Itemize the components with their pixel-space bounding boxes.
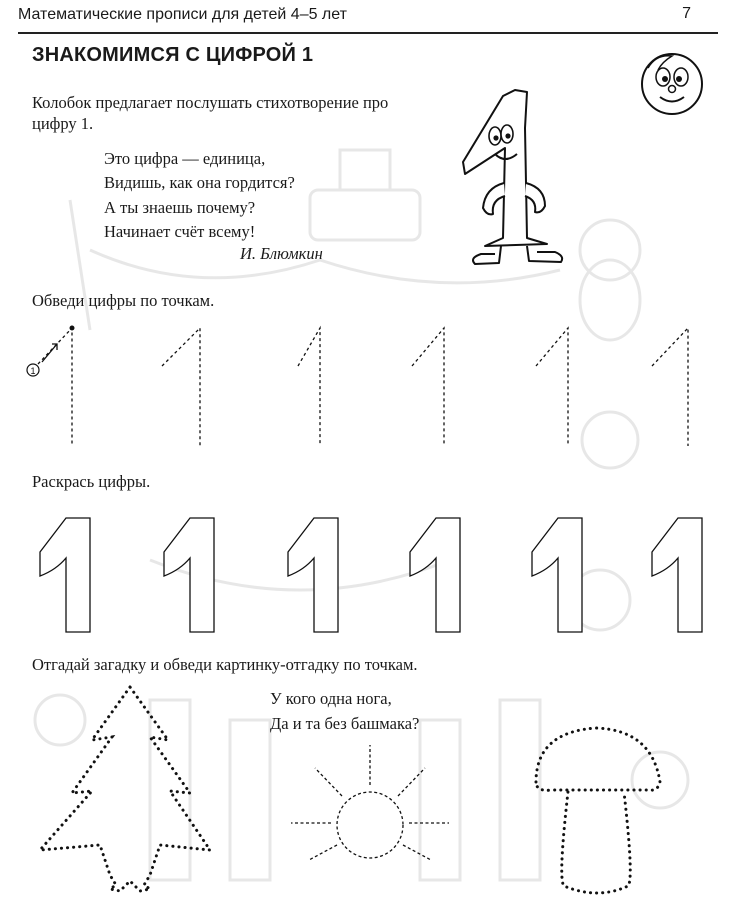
riddle	[270, 686, 419, 736]
poem-line: Начинает счёт всему!	[104, 221, 256, 241]
trace-digit	[412, 328, 444, 446]
section-title: ЗНАКОМИМСЯ С ЦИФРОЙ 1	[32, 44, 314, 66]
page-number: 7	[682, 5, 691, 22]
trace-digits	[20, 322, 720, 452]
riddle-line: Да и та без башмака?	[270, 714, 420, 733]
trace-digit	[536, 328, 568, 446]
tree-icon	[30, 685, 220, 895]
trace-digit	[298, 328, 320, 446]
sun-icon	[285, 740, 455, 880]
poem-line: Видишь, как она гордится?	[104, 173, 295, 193]
digit-one-character-illustration	[455, 88, 575, 273]
outline-digit	[532, 518, 582, 632]
mushroom-icon	[528, 720, 668, 900]
start-marker-number: 1	[30, 366, 36, 376]
intro-text: Колобок предлагает послушать стихотворение про цифру 1.	[32, 93, 389, 133]
riddle-line: У кого одна нога,	[270, 689, 392, 708]
trace-digit	[652, 328, 688, 446]
riddle-instruction: Отгадай загадку и обведи картинку-отгадку по точкам.	[32, 655, 418, 674]
outline-digit	[410, 518, 460, 632]
poem-line: Это цифра — единица,	[104, 149, 266, 168]
outline-digit	[40, 518, 90, 632]
outline-digits	[20, 510, 720, 640]
outline-digit	[652, 518, 702, 632]
outline-digit	[164, 518, 214, 632]
trace-digit	[162, 328, 200, 446]
poem-author: И. Блюмкин	[240, 244, 323, 263]
poem-line: А ты знаешь почему?	[104, 197, 256, 217]
kolobok-icon	[632, 44, 712, 119]
header-title: Математические прописи для детей 4–5 лет	[18, 6, 347, 23]
poem	[104, 147, 295, 244]
trace-digit	[38, 328, 72, 446]
color-instruction: Раскрась цифры.	[32, 472, 151, 491]
trace-instruction: Обведи цифры по точкам.	[32, 291, 215, 310]
outline-digit	[288, 518, 338, 632]
